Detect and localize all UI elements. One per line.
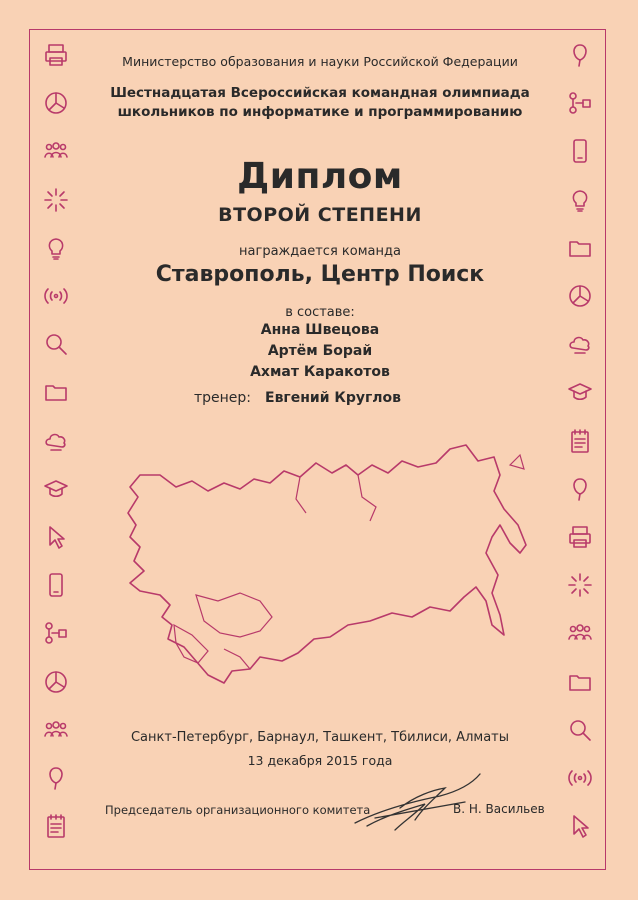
composition-label: в составе:	[285, 305, 355, 320]
award-date: 13 декабря 2015 года	[247, 753, 393, 768]
pie-chart-icon	[43, 669, 69, 695]
balloon-icon	[567, 42, 593, 68]
cursor-icon	[43, 524, 69, 550]
coach-label: тренер:	[194, 390, 252, 406]
smartphone-icon	[43, 572, 69, 598]
pie-chart-icon	[567, 283, 593, 309]
magnifier-icon	[567, 717, 593, 743]
cloud-icon	[567, 331, 593, 357]
russia-map-outline	[100, 425, 540, 705]
folder-icon	[567, 235, 593, 261]
people-icon	[43, 138, 69, 164]
balloon-icon	[43, 765, 69, 791]
people-icon	[43, 717, 69, 743]
graduation-cap-icon	[43, 476, 69, 502]
team-member: Ахмат Каракотов	[250, 364, 390, 380]
people-icon	[567, 620, 593, 646]
diploma-title: Диплом	[237, 156, 403, 197]
magnifier-icon	[43, 331, 69, 357]
cloud-icon	[43, 428, 69, 454]
chair-label: Председатель организационного комитета	[105, 803, 371, 817]
cursor-icon	[567, 813, 593, 839]
wifi-icon	[43, 283, 69, 309]
folder-icon	[43, 379, 69, 405]
team-name: Ставрополь, Центр Поиск	[155, 262, 485, 287]
notepad-icon	[43, 813, 69, 839]
wifi-icon	[567, 765, 593, 791]
balloon-icon	[567, 476, 593, 502]
olympiad-line-2: школьников по информатике и программированию	[117, 104, 523, 120]
notepad-icon	[567, 428, 593, 454]
olympiad-line-1: Шестнадцатая Всероссийская командная олимпиада	[110, 85, 530, 101]
printer-icon	[43, 42, 69, 68]
ministry-line: Министерство образования и науки Российской Федерации	[122, 54, 518, 69]
team-member: Анна Швецова	[260, 322, 380, 338]
diploma-degree: ВТОРОЙ СТЕПЕНИ	[218, 204, 422, 226]
olympiad-title	[70, 84, 570, 122]
chair-name: В. Н. Васильев	[453, 802, 545, 816]
team-member: Артём Борай	[267, 343, 373, 359]
coach-name: Евгений Круглов	[265, 390, 402, 406]
sparkle-icon	[43, 187, 69, 213]
flowchart-icon	[43, 620, 69, 646]
pie-chart-icon	[43, 90, 69, 116]
flowchart-icon	[567, 90, 593, 116]
host-cities: Санкт-Петербург, Барнаул, Ташкент, Тбилиси, Алматы	[130, 730, 509, 745]
awarded-label: награждается команда	[239, 244, 401, 259]
folder-icon	[567, 669, 593, 695]
smartphone-icon	[567, 138, 593, 164]
sparkle-icon	[567, 572, 593, 598]
printer-icon	[567, 524, 593, 550]
lightbulb-icon	[567, 187, 593, 213]
handwritten-signature	[345, 768, 485, 833]
lightbulb-icon	[43, 235, 69, 261]
graduation-cap-icon	[567, 379, 593, 405]
